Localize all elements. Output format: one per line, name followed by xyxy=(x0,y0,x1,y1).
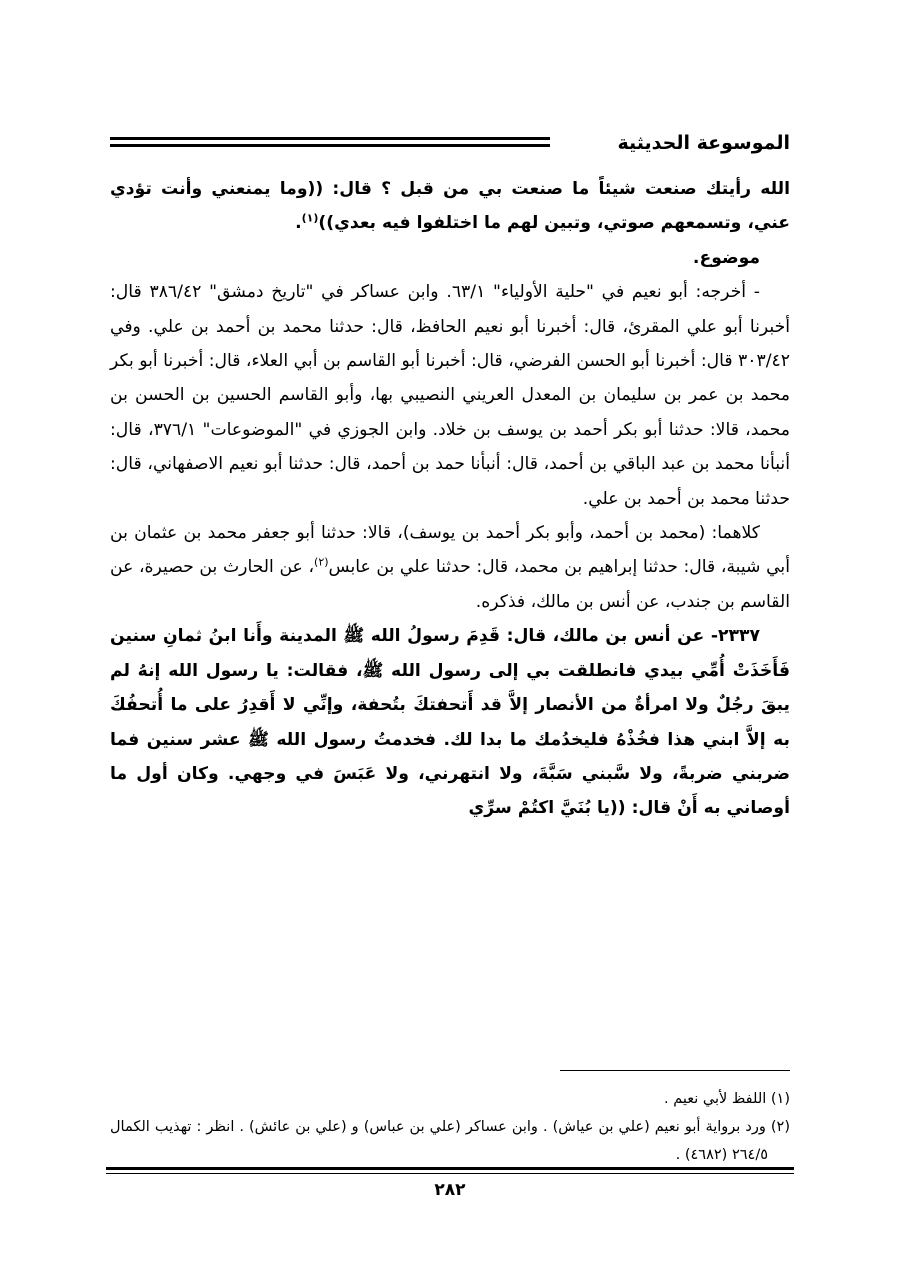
header-rule-right xyxy=(120,137,170,147)
footnote-separator xyxy=(560,1070,790,1071)
running-header xyxy=(110,130,790,160)
paragraph-grading: موضوع. xyxy=(692,247,760,268)
footnote-2: (٢) ورد برواية أبو نعيم (علي بن عياش) . وابن عساكر (علي بن عباس) و (علي بن عائش) . انظر : تهذيب الكمال ٢٦٤/٥ (٤٦٨٢) . xyxy=(110,1119,790,1163)
main-text xyxy=(110,172,790,826)
paragraph-tail: . xyxy=(295,213,302,234)
page-number: ٢٨٢ xyxy=(434,1180,466,1200)
paragraph-text: كلاهما: (محمد بن أحمد، وأبو بكر أحمد بن يوسف)، قالا: حدثنا أبو جعفر محمد بن عثمان بن أبي شيبة، قال: حدثنا إبراهيم بن محمد، قال: حدثنا علي بن عابس xyxy=(110,523,790,578)
paragraph-tail: ، عن الحارث بن حصيرة، عن القاسم بن جندب، عن أنس بن مالك، فذكره. xyxy=(110,557,790,612)
bottom-rule xyxy=(106,1167,794,1174)
header-title: الموسوعة الحديثية xyxy=(608,130,791,156)
paragraph-isnad xyxy=(110,516,790,619)
paragraph-hadith-ending xyxy=(110,172,790,241)
footnote-ref-2[interactable]: (٢) xyxy=(314,555,329,569)
paragraph-hadith-2337: ٢٣٣٧- عن أنس بن مالك، قال: قَدِمَ رسولُ الله ﷺ المدينة وأَنا ابنُ ثمانِ سنين فَأَخَذَتْ أُمِّي بيدي فانطلقت بي إلى رسول الله ﷺ، فقالت: يا رسول الله إنهُ لم يبقَ رجُلٌ ولا امرأةٌ من الأنصار إلاَّ قد أَتحفتكَ بتُحفة، وإنِّي لا أَقدِرُ على ما أُتحفُكَ به إلاَّ ابني هذا فخُذْهُ فليخدُمك ما بدا لك. فخدمتُ رسول الله ﷺ عشر سنين فما ضربني ضربةً، ولا سَّبني سَبَّةَ، ولا انتهرني، ولا عَبَسَ في وجهي. وكان أول ما أوصاني به أَنْ قال: ((يا بُنَيَّ اكتُمْ سرِّي xyxy=(110,626,790,819)
paragraph-text: الله رأيتك صنعت شيئاً ما صنعت بي من قبل ؟ قال: ((وما يمنعني وأنت تؤدي عني، وتسمعهم صوتي، وتبين لهم ما اختلفوا فيه بعدي)) xyxy=(110,179,790,234)
paragraph-takhrij: - أخرجه: أبو نعيم في "حلية الأولياء" ٦٣/١. وابن عساكر في "تاريخ دمشق" ٣٨٦/٤٢ قال: أخبرنا أبو علي المقرئ، قال: أخبرنا أبو نعيم الحافظ، قال: حدثنا محمد بن أحمد بن علي. وفي ٣٠٣/٤٢ قال: أخبرنا أبو الحسن الفرضي، قال: أخبرنا أبو القاسم بن أبي العلاء، قال: أخبرنا أبو بكر محمد بن عمر بن سليمان بن المعدل العريني النصيبي بها، وأبو القاسم الحسين بن الحسن بن محمد، قالا: حدثنا أبو بكر أحمد بن يوسف بن خلاد. وابن الجوزي في "الموضوعات" ٣٧٦/١، قال: أنبأنا محمد بن عبد الباقي بن أحمد، قال: أنبأنا حمد بن أحمد، قال: حدثنا أبو نعيم الاصفهاني، قال: حدثنا محمد بن أحمد بن علي. xyxy=(110,282,790,509)
footnotes xyxy=(110,1085,790,1169)
footnote-ref-1[interactable]: (١) xyxy=(301,211,319,225)
book-page xyxy=(110,120,790,1250)
footnote-1: (١) اللفظ لأبي نعيم . xyxy=(664,1091,790,1107)
header-rule-left xyxy=(110,137,550,147)
